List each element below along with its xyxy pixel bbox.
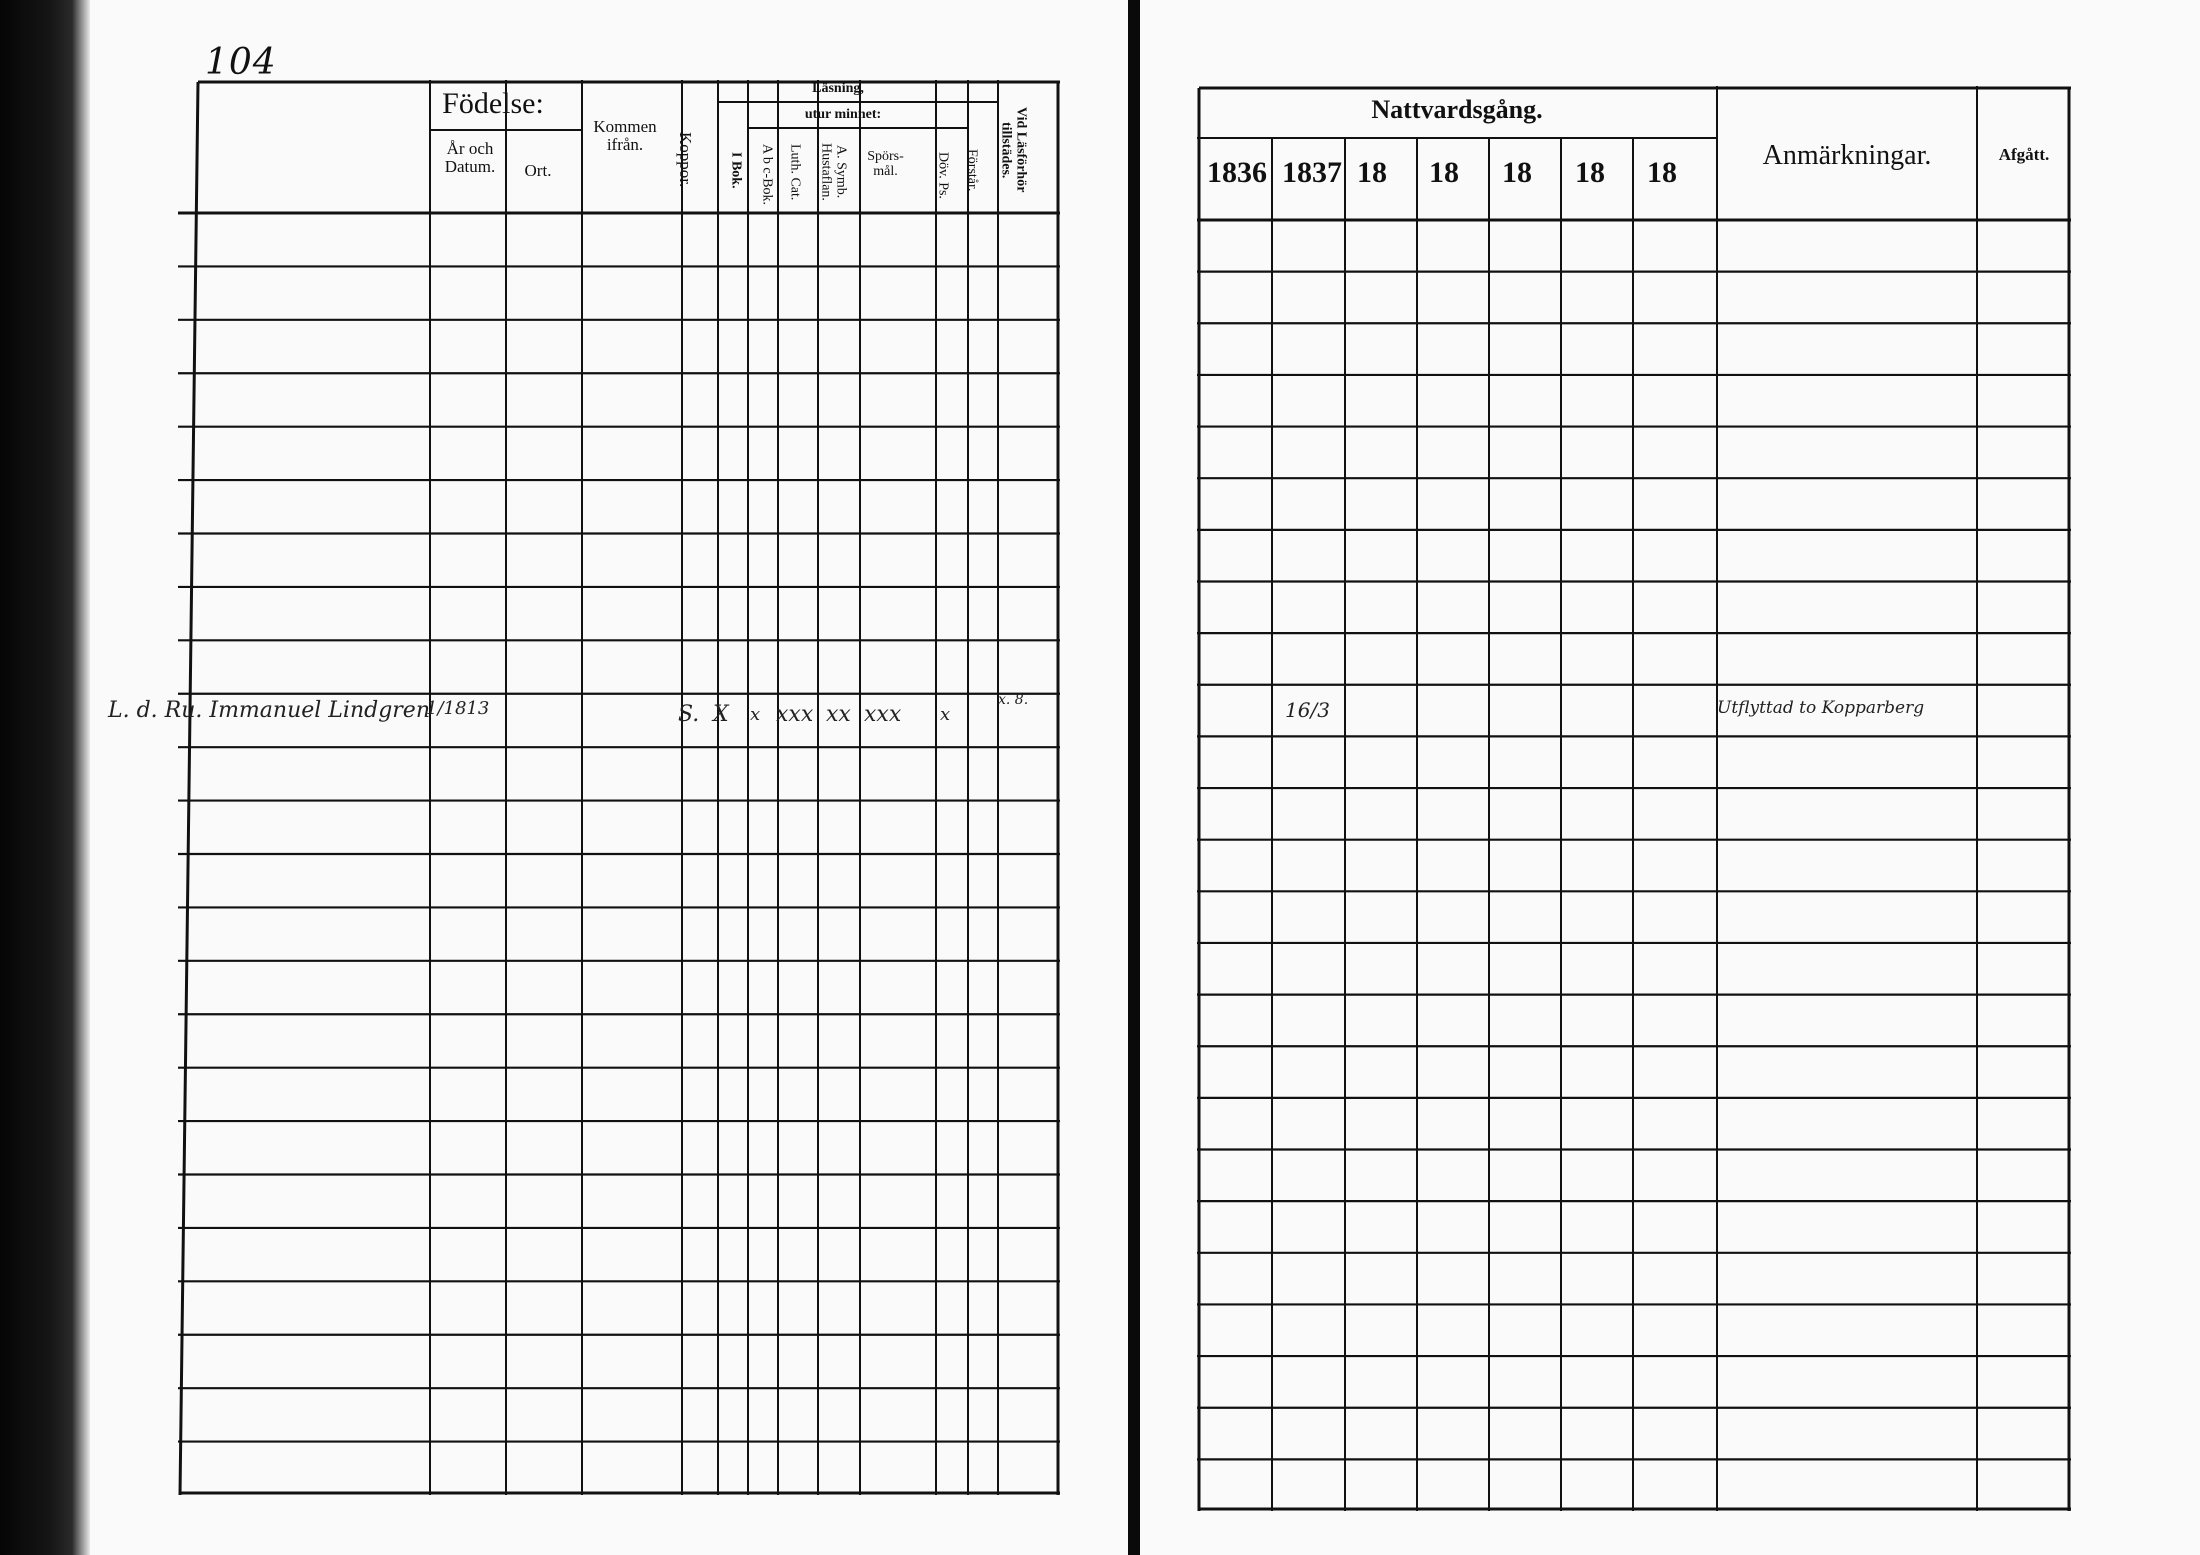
header-utur-minnet: utur minnet: [804, 107, 882, 122]
header-fodelse: Födelse: [442, 87, 544, 120]
entry-i-bok: X [713, 702, 729, 727]
year-col-6: 18 [1575, 156, 1605, 189]
left-ledger-grid [178, 80, 1060, 1495]
book-binding [0, 0, 90, 1555]
page-number: 104 [205, 42, 277, 83]
entry-luth-cat: xxx [776, 702, 814, 727]
header-i-bok: I Bok. [728, 151, 744, 189]
header-sporsmal: Spörs-mål. [867, 149, 904, 179]
header-ort: Ort. [524, 161, 552, 180]
year-col-5: 18 [1502, 156, 1532, 189]
header-abc-bok: A b c-Bok. [759, 144, 775, 206]
header-forstar: Förstår. [964, 148, 980, 192]
right-ledger-grid [1197, 86, 2071, 1511]
entry-sporsmal: xxx [864, 702, 902, 727]
header-a-symb: A. Symb. Hustaflan. [818, 143, 849, 201]
right-ledger-table [1197, 86, 2071, 1511]
entry-lasforhor: x. 8. [998, 692, 1029, 708]
entry-a-symb: xx [826, 702, 851, 727]
header-vid-lasforhor: Vid Läsförhör tillstädes. [998, 107, 1029, 193]
header-kommen-ifran: Kommen ifrån. [593, 117, 657, 154]
header-luth-cat: Luth. Cat. [787, 144, 803, 201]
ledger-border-left [180, 82, 198, 1495]
year-col-1: 1836 [1207, 156, 1267, 189]
entry-nattvard-1837: 16/3 [1285, 698, 1330, 722]
entry-name: L. d. Ru. Immanuel Lindgren [108, 698, 430, 723]
header-anmarkningar: Anmärkningar. [1762, 140, 1932, 171]
year-col-7: 18 [1647, 156, 1677, 189]
header-afgatt: Afgått. [1998, 145, 2050, 164]
entry-koppor: S. [678, 702, 700, 727]
year-col-3: 18 [1357, 156, 1387, 189]
left-ledger-table [108, 80, 1060, 1495]
entry-remark: Utflyttad to Kopparberg [1717, 698, 1925, 718]
header-nattvardsgang: Nattvardsgång. [1371, 95, 1543, 124]
year-col-2: 1837 [1282, 156, 1342, 189]
entry-abc-bok: x [750, 704, 761, 725]
year-col-4: 18 [1429, 156, 1459, 189]
entry-dov-ps: x [940, 704, 951, 725]
page-gutter [1128, 0, 1140, 1555]
header-dov-ps: Döv. Ps. [935, 151, 951, 199]
entry-birth: 1/1813 [426, 698, 490, 719]
header-lasning: Läsning, [812, 81, 864, 96]
header-koppor: Koppor. [675, 132, 695, 188]
header-ar-och-datum: År och Datum. [444, 139, 496, 176]
